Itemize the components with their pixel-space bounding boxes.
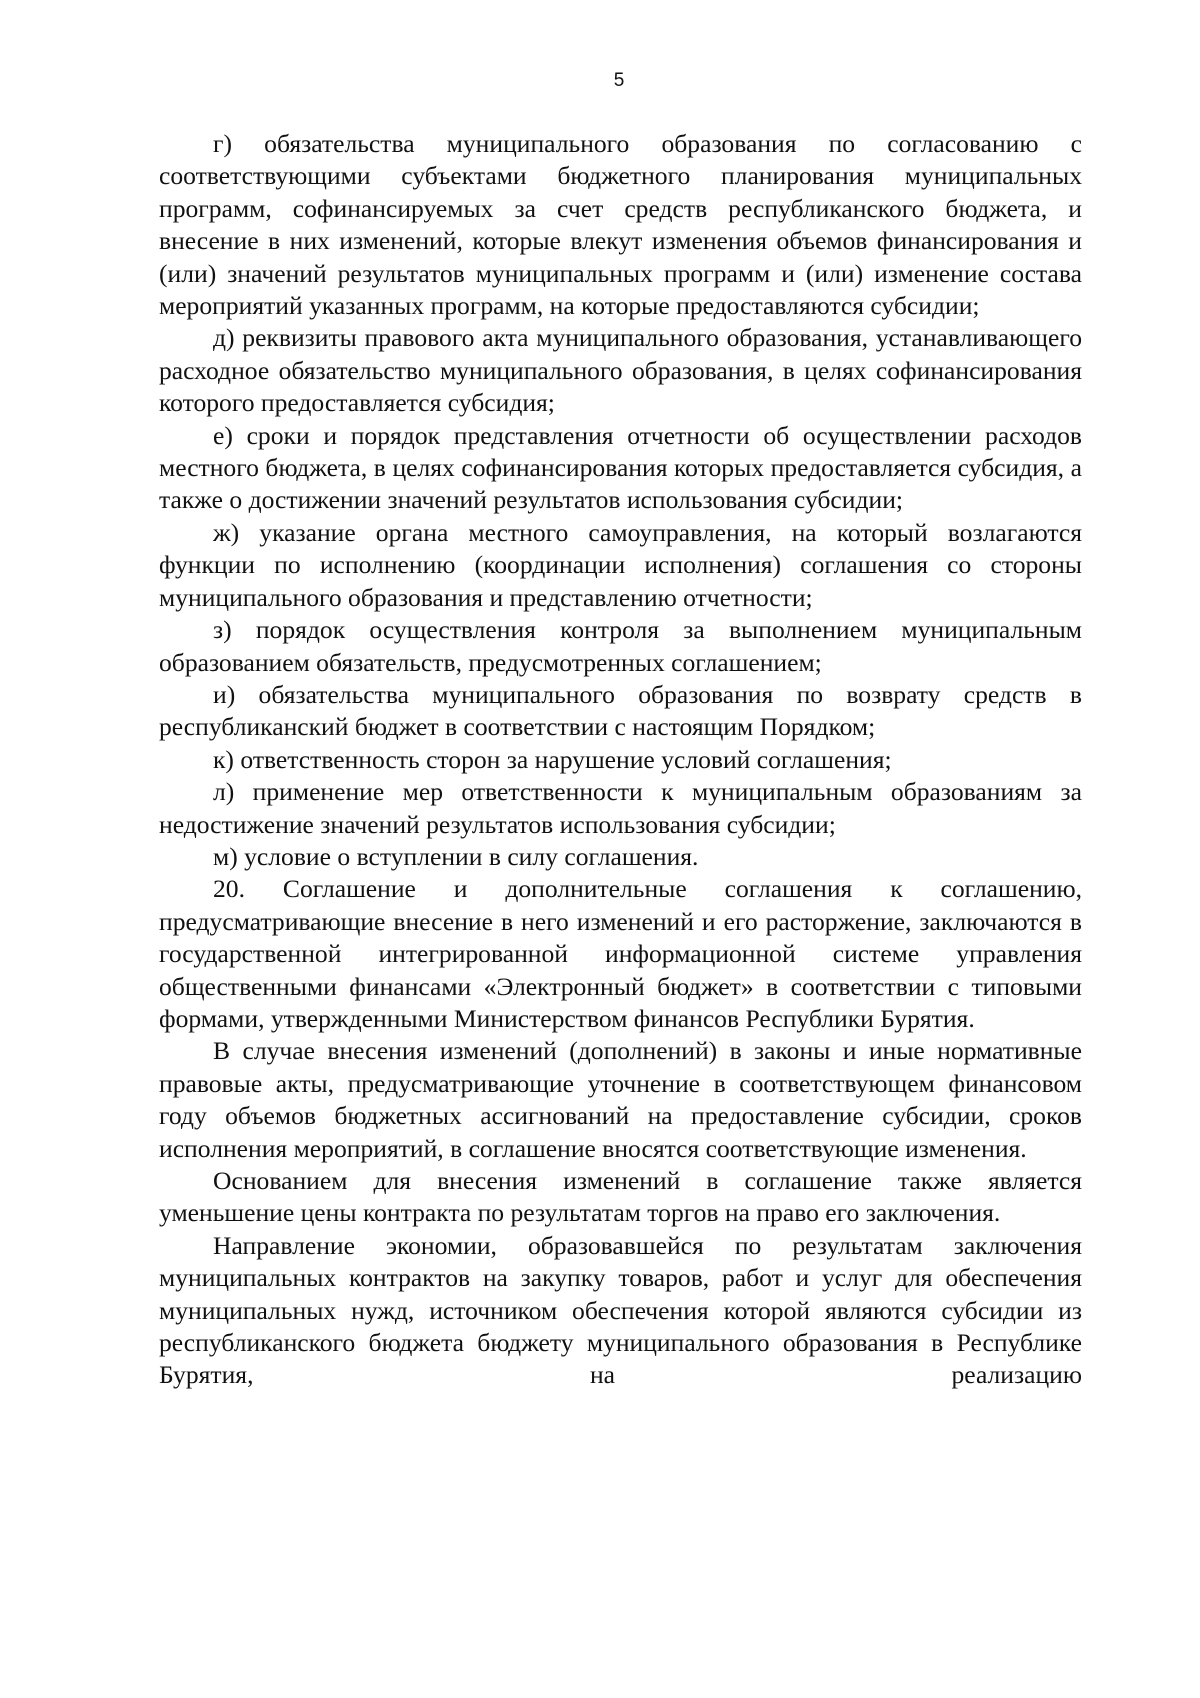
document-body [159, 128, 1082, 1392]
paragraph-item-l: л) применение мер ответственности к муниципальным образованиям за недостижение значений результатов использования субсидии; [159, 777, 1082, 839]
paragraph-amendments: В случае внесения изменений (дополнений) в законы и иные нормативные правовые акты, предусматривающие уточнение в соответствующем финансовом году объемов бюджетных ассигнований на предоставление субсидии, сроков исполнения мероприятий, в соглашение вносятся соответствующие изменения. [159, 1036, 1082, 1163]
page-number: 5 [613, 70, 625, 91]
paragraph-item-k: к) ответственность сторон за нарушение условий соглашения; [213, 744, 892, 774]
paragraph-item-z: з) порядок осуществления контроля за выполнением муниципальным образованием обязательств, предусмотренных соглашением; [159, 615, 1082, 677]
paragraph-item-g: г) обязательства муниципального образования по согласованию с соответствующими субъектами бюджетного планирования муниципальных программ, софинансируемых за счет средств республиканского бюджета, и внесение в них изменений, которые влекут изменения объемов финансирования и (или) значений результатов муниципальных программ и (или) изменение состава мероприятий указанных программ, на которые предоставляются субсидии; [159, 129, 1082, 321]
paragraph-item-d: д) реквизиты правового акта муниципального образования, устанавливающего расходное обязательство муниципального образования, в целях софинансирования которого предоставляется субсидия; [159, 323, 1082, 418]
paragraph-item-e: е) сроки и порядок представления отчетности об осуществлении расходов местного бюджета, в целях софинансирования которых предоставляется субсидия, а также о достижении значений результатов использования субсидии; [159, 420, 1082, 515]
paragraph-savings: Направление экономии, образовавшейся по результатам заключения муниципальных контрактов на закупку товаров, работ и услуг для обеспечения муниципальных нужд, источником обеспечения которой являются субсидии из республиканского бюджета бюджету муниципального образования в Республике Бурятия, на реализацию [159, 1230, 1082, 1390]
paragraph-contract-price: Основанием для внесения изменений в соглашение также является уменьшение цены контракта по результатам торгов на право его заключения. [159, 1166, 1082, 1228]
paragraph-item-m: м) условие о вступлении в силу соглашения. [213, 841, 699, 871]
paragraph-item-zh: ж) указание органа местного самоуправления, на который возлагаются функции по исполнению (координации исполнения) соглашения со стороны муниципального образования и представлению отчетности; [159, 517, 1082, 612]
paragraph-clause-20: 20. Соглашение и дополнительные соглашения к соглашению, предусматривающие внесение в него изменений и его расторжение, заключаются в государственной интегрированной информационной системе управления общественными финансами «Электронный бюджет» в соответствии с типовыми формами, утвержденными Министерством финансов Республики Бурятия. [159, 874, 1082, 1033]
paragraph-item-i: и) обязательства муниципального образования по возврату средств в республиканский бюджет в соответствии с настоящим Порядком; [159, 679, 1082, 742]
